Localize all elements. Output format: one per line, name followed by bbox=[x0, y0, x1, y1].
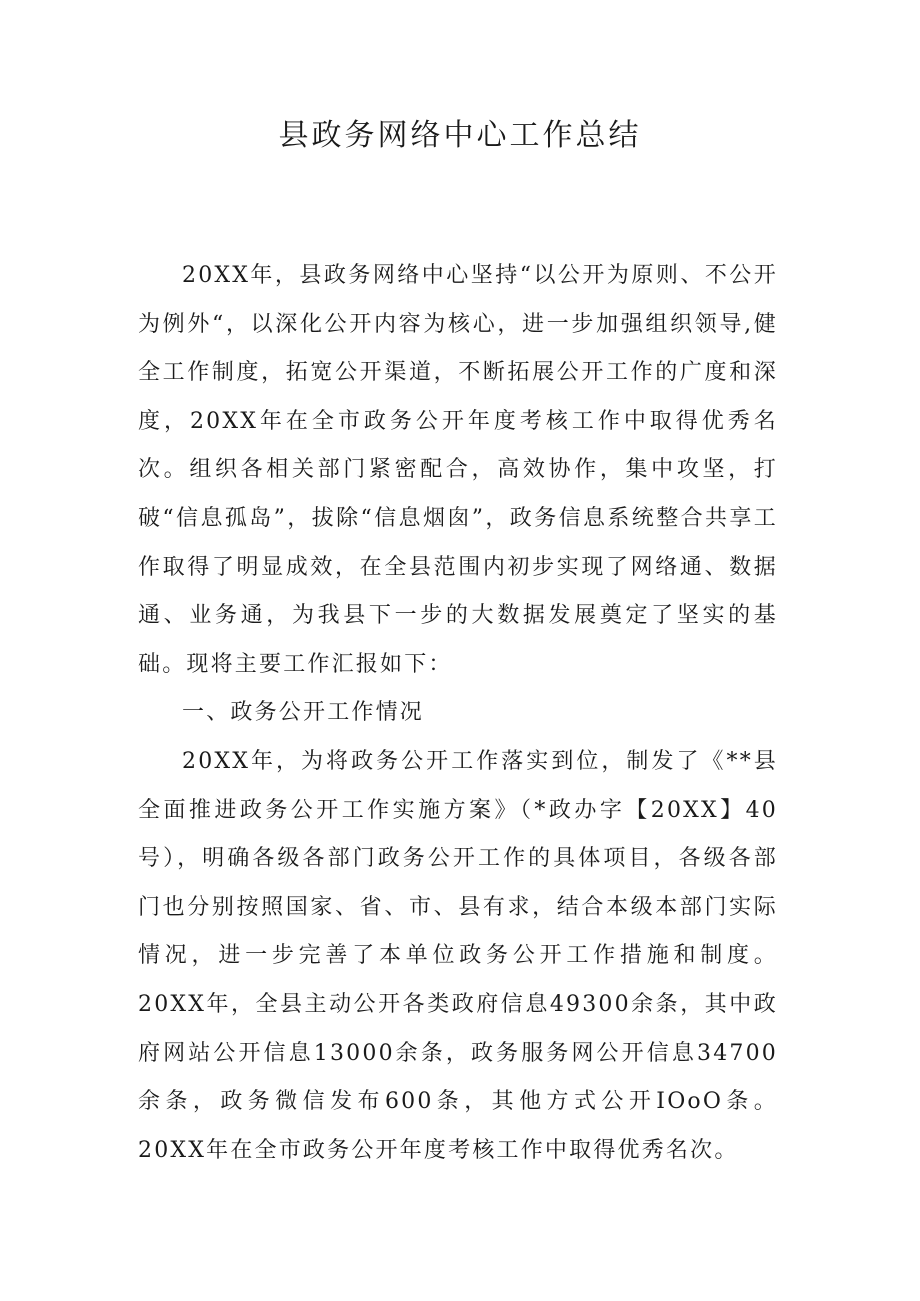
document-body bbox=[138, 252, 778, 1175]
paragraph-section-1: 20XX年，为将政务公开工作落实到位，制发了《**县全面推进政务公开工作实施方案》（*政办字【20XX】40号），明确各级各部门政务公开工作的具体项目，各级各部门也分别按照国家、省、市、县有求，结合本级本部门实际情况，进一步完善了本单位政务公开工作措施和制度。20XX年，全县主动公开各类政府信息49300余条，其中政府网站公开信息13000余条，政务服务网公开信息34700余条，政务微信发布600条，其他方式公开IOoO条。20XX年在全市政务公开年度考核工作中取得优秀名次。 bbox=[138, 748, 778, 1163]
paragraph-intro: 20XX年，县政务网络中心坚持“以公开为原则、不公开为例外“，以深化公开内容为核心，进一步加强组织领导,健全工作制度，拓宽公开渠道，不断拓展公开工作的广度和深度，20XX年在全市政务公开年度考核工作中取得优秀名次。组织各相关部门紧密配合，高效协作，集中攻坚，打破“信息孤岛”，拔除“信息烟囱”，政务信息系统整合共享工作取得了明显成效，在全县范围内初步实现了网络通、数据通、业务通，为我县下一步的大数据发展奠定了坚实的基础。现将主要工作汇报如下： bbox=[138, 263, 778, 677]
document-title: 县政务网络中心工作总结 bbox=[278, 118, 642, 153]
section-heading-1: 一、政务公开工作情况 bbox=[182, 700, 425, 726]
